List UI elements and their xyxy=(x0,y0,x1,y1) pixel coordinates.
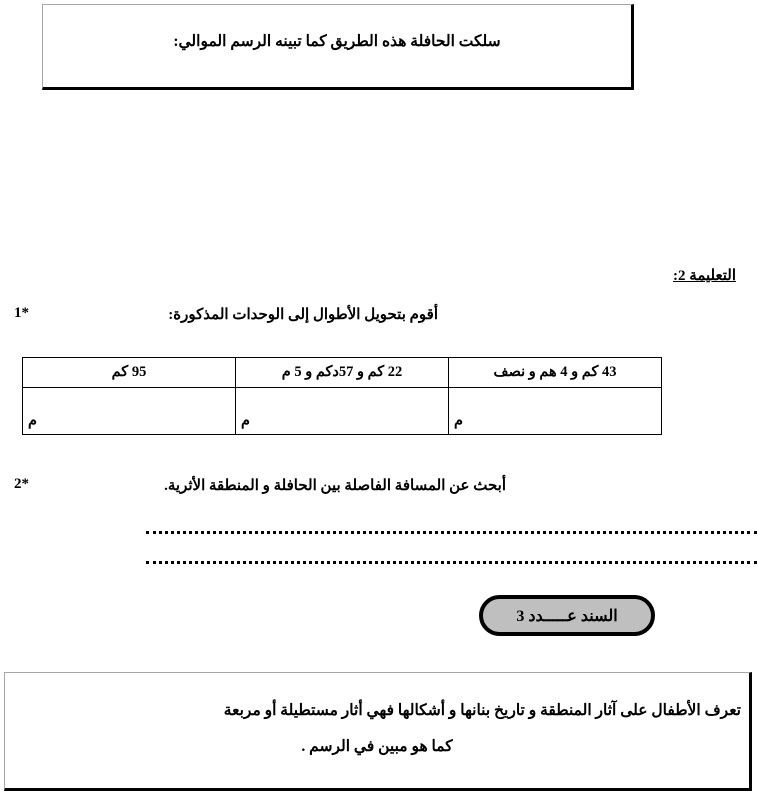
statement-box xyxy=(42,4,634,90)
task-2-text: أبحث عن المسافة الفاصلة بين الحافلة و المنطقة الأثرية. xyxy=(164,478,506,494)
table-cell-answer-3[interactable] xyxy=(23,388,236,435)
table-cell-value-2: 22 كم و 57دكم و 5 م xyxy=(236,358,449,388)
unit-label-2: م xyxy=(241,413,250,429)
answer-line-1[interactable] xyxy=(146,531,757,534)
unit-label-3: م xyxy=(28,413,37,429)
answer-line-2[interactable] xyxy=(146,561,757,564)
table-row-answers xyxy=(23,388,662,435)
statement-text: سلكت الحافلة هذه الطريق كما تبينه الرسم الموالي: xyxy=(173,33,501,50)
table-row-values xyxy=(23,358,662,388)
task-2-marker: 2* xyxy=(14,476,29,492)
task-1-text: أقوم بتحويل الأطوال إلى الوحدات المذكورة: xyxy=(168,307,438,323)
support-text-line-2: كما هو مبين في الرسم . xyxy=(301,737,453,755)
support-badge-label: السند عـــــدد 3 xyxy=(516,607,618,625)
unit-label-1: م xyxy=(454,413,463,429)
support-text xyxy=(13,695,741,763)
table-cell-value-3: 95 كم xyxy=(23,358,236,388)
table-cell-answer-2[interactable] xyxy=(236,388,449,435)
conversion-table xyxy=(22,357,662,435)
support-text-box xyxy=(4,672,752,791)
task-1-marker: 1* xyxy=(14,305,29,321)
support-badge xyxy=(479,595,655,636)
instruction-heading: التعليمة 2: xyxy=(673,268,736,284)
table-cell-value-1: 43 كم و 4 هم و نصف xyxy=(449,358,662,388)
support-text-line-1: تعرف الأطفال على آثار المنطقة و تاريخ بنانها و أشكالها فهي أثار مستطيلة أو مربعة xyxy=(223,702,741,719)
table-cell-answer-1[interactable] xyxy=(449,388,662,435)
